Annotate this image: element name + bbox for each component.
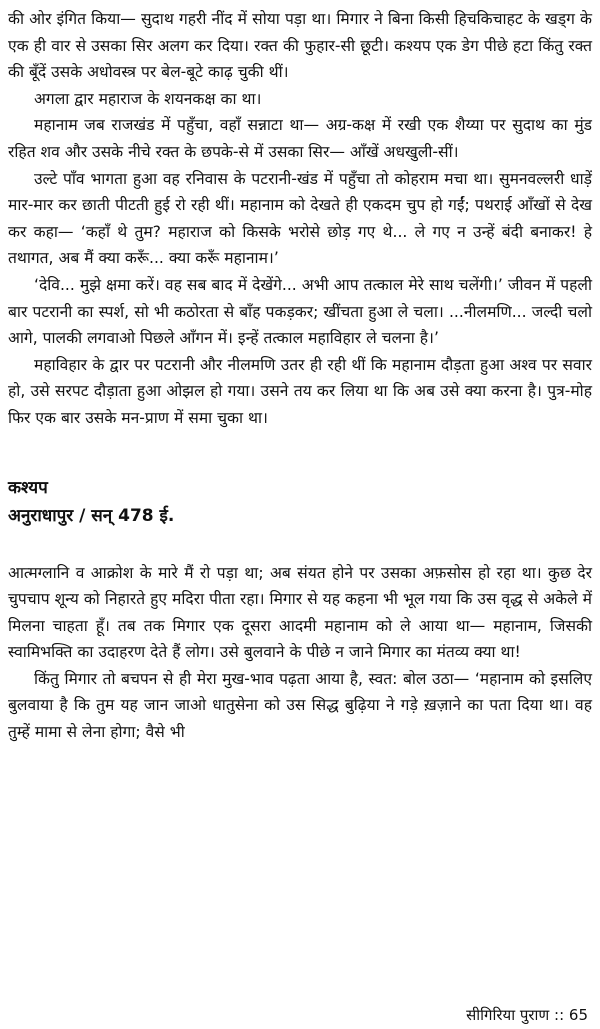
page-footer: सीगिरिया पुराण :: 65 [466,1006,588,1024]
section-1 [8,6,592,432]
paragraph: ‘देवि... मुझे क्षमा करें। वह सब बाद में देखेंगे... अभी आप तत्काल मेरे साथ चलेंगी।’ जीवन में पहली बार पटरानी का स्पर्श, सो भी कठोरता से बाँह पकड़कर; खींचता हुआ ले चला। ...नीलमणि... जल्दी चलो आगे, पालकी लगवाओ पिछले आँगन में। इन्हें तत्काल महाविहार ले चलना है।’ [8,275,592,348]
paragraph: महाविहार के द्वार पर पटरानी और नीलमणि उतर ही रही थीं कि महानाम दौड़ता हुआ अश्व पर सवार हो, उसे सरपट दौड़ाता हुआ ओझल हो गया। उसने तय कर लिया था कि अब उसे क्या करना है। पुत्र-मोह फिर एक बार उसके मन-प्राण में समा चुका था। [8,355,592,427]
section-2 [8,560,592,746]
paragraph: उल्टे पाँव भागता हुआ वह रनिवास के पटरानी-खंड में पहुँचा तो कोहराम मचा था। सुमनवल्लरी धाड़ें मार-मार कर छाती पीटती हुई रो रही थीं। महानाम को देखते ही एकदम चुप हो गईं; पथराई आँखों से देख कर कहा— ‘कहाँ थे तुम? महाराज को किसके भरोसे छोड़ गए थे... ले गए न उन्हें बंदी बनाकर! हे तथागत, अब मैं क्या करूँ... क्या करूँ महानाम।’ [8,169,592,268]
paragraph: की ओर इंगित किया— सुदाथ गहरी नींद में सोया पड़ा था। मिगार ने बिना किसी हिचकिचाहट के खड्ग के एक ही वार से उसका सिर अलग कर दिया। रक्त की फुहार-सी छूटी। कश्यप एक डेग पीछे हटा किंतु रक्त की बूँदें उसके अधोवस्त्र पर बेल-बूटे काढ़ चुकी थीं। [8,10,593,82]
chapter-place-date: अनुराधापुर / सन् 478 ई. [8,505,175,526]
paragraph: महानाम जब राजखंड में पहुँचा, वहाँ सन्नाटा था— अग्र-कक्ष में रखी एक शैय्या पर सुदाथ का मुंड रहित शव और उसके नीचे रक्त के छपके-से में उसका सिर— आँखें अधखुली-सीं। [8,116,592,161]
paragraph: किंतु मिगार तो बचपन से ही मेरा मुख-भाव पढ़ता आया है, स्वत: बोल उठा— ‘महानाम को इसलिए बुलवाया है कि तुम यह जान जाओ धातुसेना को उस सिद्ध बुढ़िया ने गड़े ख़ज़ाने का पता दिया था। वह तुम्हें मामा से लेना होगा; वैसे भी [8,669,592,742]
chapter-heading [8,474,592,530]
paragraph: आत्मग्लानि व आक्रोश के मारे मैं रो पड़ा था; अब संयत होने पर उसका अफ़सोस हो रहा था। कुछ देर चुपचाप शून्य को निहारते हुए मदिरा पीता रहा। मिगार से यह कहना भी भूल गया कि उस वृद्ध से अकेले में मिलना चाहता हूँ। तब तक मिगार एक दूसरा आदमी महानाम को ले आया था— महानाम, जिसकी स्वामिभक्ति का उदाहरण देते हैं लोग। उसे बुलवाने के पीछे न जाने मिगार का मंतव्य क्या था! [8,563,592,662]
paragraph: अगला द्वार महाराज के शयनकक्ष का था। [34,89,262,108]
chapter-narrator: कश्यप [8,477,48,498]
